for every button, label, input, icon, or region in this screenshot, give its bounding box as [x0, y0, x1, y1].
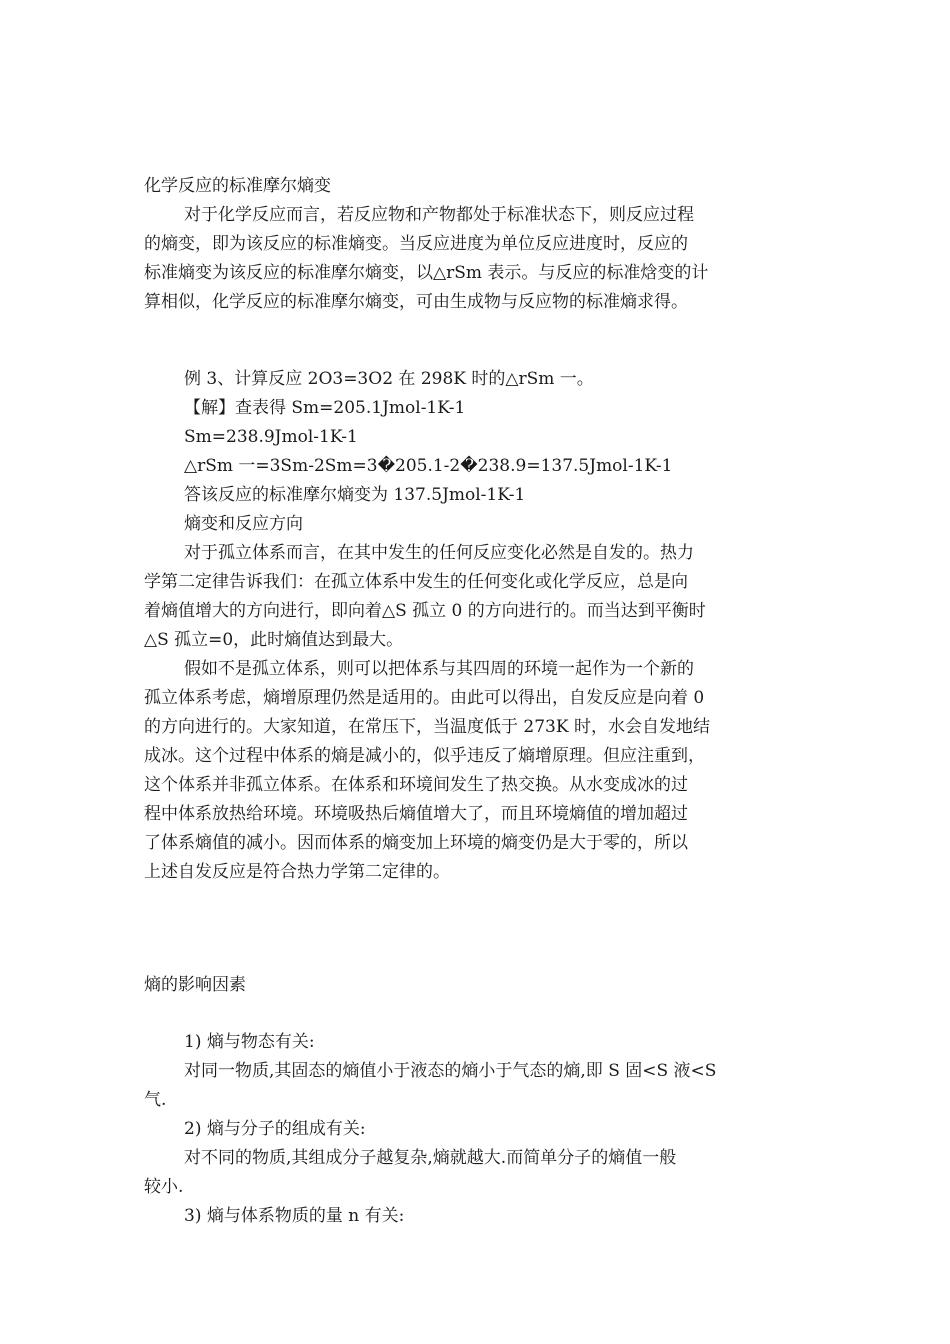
- paragraph-line: 对同一物质,其固态的熵值小于液态的熵小于气态的熵,即 S 固<S 液<S: [184, 1061, 717, 1081]
- list-item: 2) 熵与分子的组成有关:: [184, 1119, 366, 1139]
- paragraph-line: 着熵值增大的方向进行，即向着△S 孤立 0 的方向进行的。而当达到平衡时: [144, 601, 706, 621]
- paragraph-line: 了体系熵值的减小。因而体系的熵变加上环境的熵变仍是大于零的，所以: [144, 833, 688, 853]
- paragraph-line: 上述自发反应是符合热力学第二定律的。: [144, 862, 450, 882]
- spacer: [144, 317, 806, 365]
- paragraph-line: 的熵变，即为该反应的标准熵变。当反应进度为单位反应进度时，反应的: [144, 234, 688, 254]
- paragraph-line: 孤立体系考虑，熵增原理仍然是适用的。由此可以得出，自发反应是向着 0: [144, 688, 705, 708]
- spacer: [144, 1000, 806, 1028]
- list-item: 3) 熵与体系物质的量 n 有关:: [184, 1206, 405, 1226]
- paragraph-line: 的方向进行的。大家知道，在常压下，当温度低于 273K 时，水会自发地结: [144, 717, 710, 737]
- example-line: △rSm 一=3Sm-2Sm=3�205.1-2�238.9=137.5Jmol-1K-1: [184, 456, 673, 476]
- paragraph-line: 程中体系放热给环境。环境吸热后熵值增大了，而且环境熵值的增加超过: [144, 804, 688, 824]
- section-title: 化学反应的标准摩尔熵变: [144, 176, 331, 196]
- paragraph-line: 学第二定律告诉我们：在孤立体系中发生的任何变化或化学反应，总是向: [144, 572, 688, 592]
- paragraph-line: 对于化学反应而言，若反应物和产物都处于标准状态下，则反应过程: [184, 205, 694, 225]
- example-line: Sm=238.9Jmol-1K-1: [184, 427, 358, 447]
- subsection-title: 熵变和反应方向: [184, 514, 303, 534]
- paragraph-line: 算相似，化学反应的标准摩尔熵变，可由生成物与反应物的标准熵求得。: [144, 292, 688, 312]
- paragraph-line: 成冰。这个过程中体系的熵是减小的，似乎违反了熵增原理。但应注重到，: [144, 746, 705, 766]
- section-title: 熵的影响因素: [144, 975, 246, 995]
- paragraph-line: 较小.: [144, 1177, 184, 1197]
- paragraph-line: 气.: [144, 1090, 167, 1110]
- paragraph-line: 对不同的物质,其组成分子越复杂,熵就越大.而简单分子的熵值一般: [184, 1148, 677, 1168]
- paragraph-line: 对于孤立体系而言，在其中发生的任何反应变化必然是自发的。热力: [184, 543, 694, 563]
- spacer: [144, 887, 806, 971]
- paragraph-line: 这个体系并非孤立体系。在体系和环境间发生了热交换。从水变成冰的过: [144, 775, 688, 795]
- paragraph-line: △S 孤立=0，此时熵值达到最大。: [144, 630, 404, 650]
- example-line: 【解】查表得 Sm=205.1Jmol-1K-1: [184, 398, 466, 418]
- document-page: [144, 172, 806, 1231]
- paragraph-line: 标准熵变为该反应的标准摩尔熵变，以△rSm 表示。与反应的标准焓变的计: [144, 263, 709, 283]
- example-line: 答该反应的标准摩尔熵变为 137.5Jmol-1K-1: [184, 485, 526, 505]
- list-item: 1) 熵与物态有关:: [184, 1032, 315, 1052]
- example-line: 例 3、计算反应 2O3=3O2 在 298K 时的△rSm 一。: [184, 369, 594, 389]
- paragraph-line: 假如不是孤立体系，则可以把体系与其四周的环境一起作为一个新的: [184, 659, 694, 679]
